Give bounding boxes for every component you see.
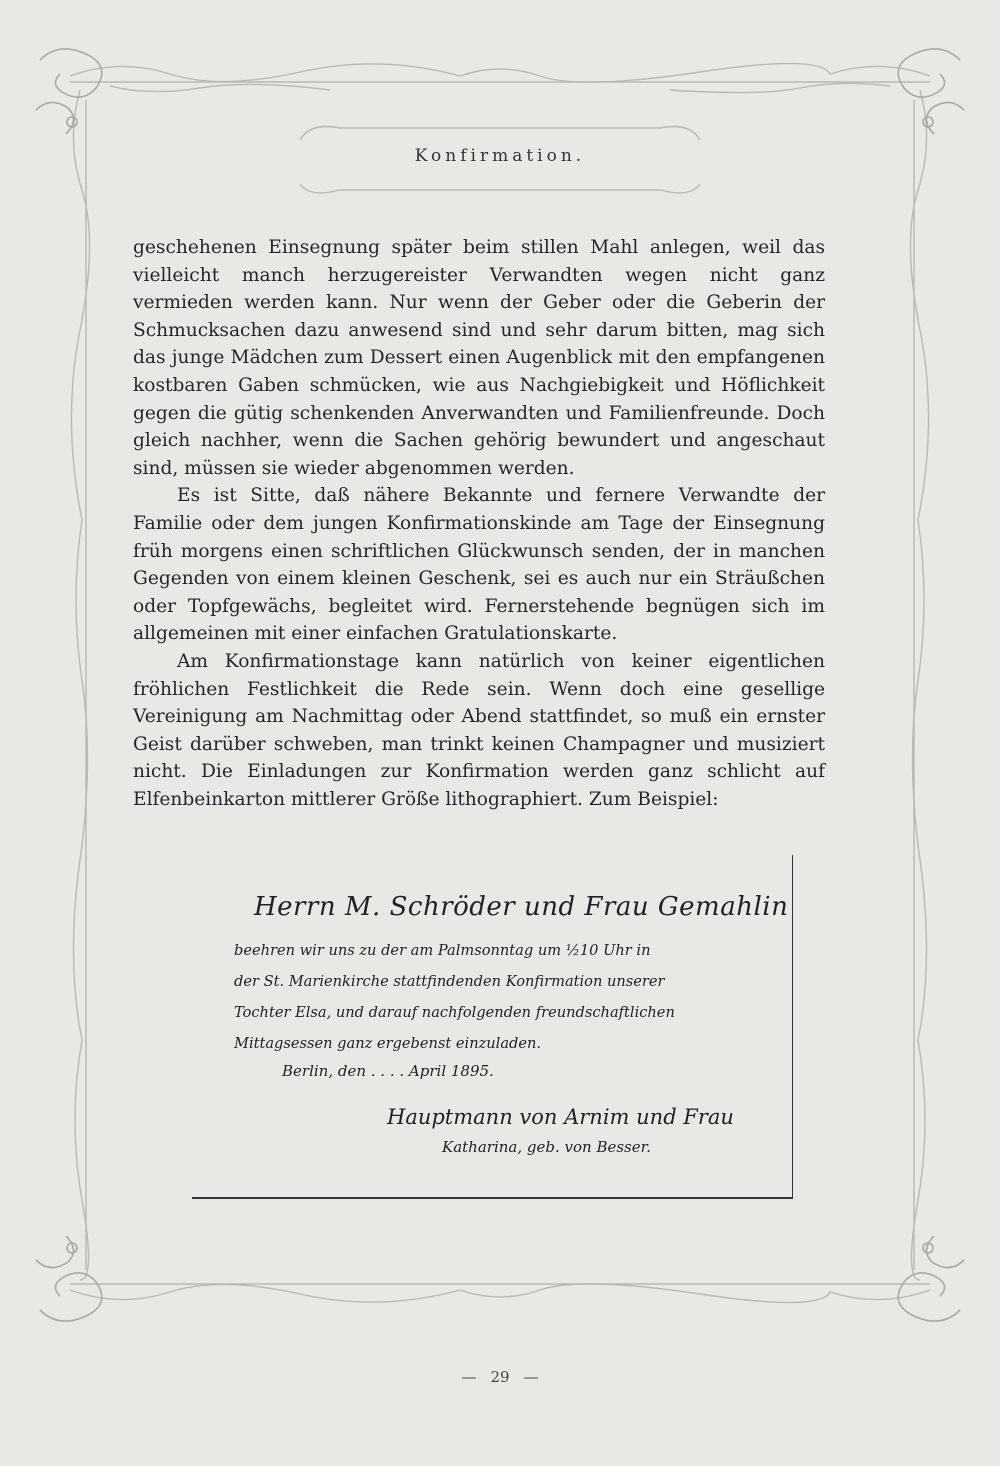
dash-right: — xyxy=(523,1368,539,1386)
invitation-line: der St. Marienkirche stattfindenden Konfirmation unserer xyxy=(234,973,665,990)
invitation-line: Tochter Elsa, und darauf nachfolgenden freundschaftlichen xyxy=(234,1004,675,1021)
paragraph-2: Es ist Sitte, daß nähere Bekannte und fernere Verwandte der Familie oder dem jungen Konfirmationskinde am Tage der Einsegnung früh morgens einen schriftlichen Glückwunsch senden, der in manchen Gegenden von einem kleinen Geschenk, sei es auch nur ein Sträußchen oder Topfgewächs, begleitet wird. Fernerstehende begnügen sich im allgemeinen mit einer einfachen Gratulationskarte. xyxy=(133,485,825,645)
invitation-card-example xyxy=(192,855,793,1199)
body-text xyxy=(133,234,825,813)
dash-left: — xyxy=(461,1368,477,1386)
page-number xyxy=(0,1368,1000,1386)
invitation-line: beehren wir uns zu der am Palmsonntag um ½10 Uhr in xyxy=(234,942,651,959)
paragraph-1: geschehenen Einsegnung später beim stillen Mahl anlegen, weil das vielleicht manch herzugereister Verwandten wegen nicht ganz vermieden werden kann. Nur wenn der Geber oder die Geberin der Schmucksachen dazu anwesend sind und sehr darum bitten, mag sich das junge Mädchen zum Dessert einen Augenblick mit den empfangenen kostbaren Gaben schmücken, wie aus Nachgiebigkeit und Höflichkeit gegen die gütig schenkenden Anverwandten und Familienfreunde. Doch gleich nachher, wenn die Sachen gehörig bewundert und angeschaut sind, müssen sie wieder abgenommen werden. xyxy=(133,237,825,479)
invitation-title: Herrn M. Schröder und Frau Gemahlin xyxy=(254,892,789,922)
page-header-title: Konfirmation. xyxy=(414,146,586,166)
invitation-line: Mittagsessen ganz ergebenst einzuladen. xyxy=(234,1035,542,1052)
paragraph-3: Am Konfirmationstage kann natürlich von keiner eigentlichen fröhlichen Festlichkeit die Rede sein. Wenn doch eine gesellige Vereinigung am Nachmittag oder Abend stattfindet, so muß ein ernster Geist darüber schweben, man trinkt keinen Champagner und musiziert nicht. Die Einladungen zur Konfirmation werden ganz schlicht auf Elfenbeinkarton mittlerer Größe lithographiert. Zum Beispiel: xyxy=(133,650,825,810)
invitation-place-date: Berlin, den . . . . April 1895. xyxy=(282,1062,494,1080)
invitation-signature-name: Katharina, geb. von Besser. xyxy=(442,1138,651,1156)
invitation-signature: Hauptmann von Arnim und Frau xyxy=(387,1105,734,1129)
page-number-value: 29 xyxy=(490,1368,510,1386)
invitation-text xyxy=(234,935,759,1059)
